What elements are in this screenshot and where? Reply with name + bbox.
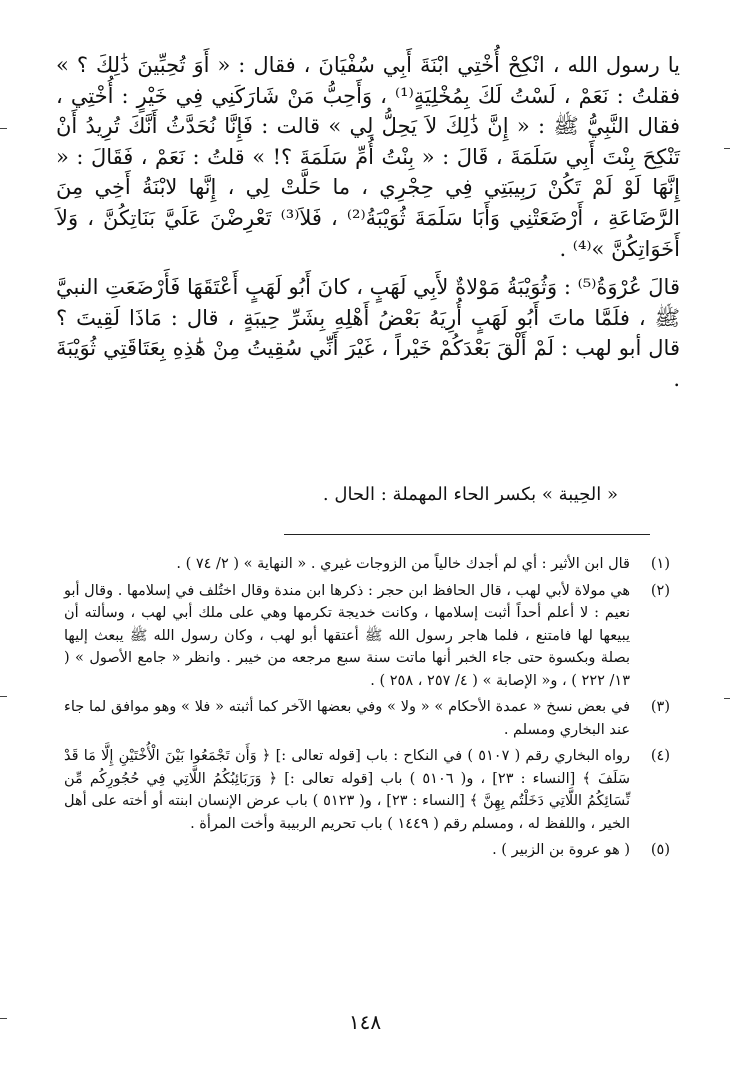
scan-edge-mark — [0, 1018, 7, 1019]
scan-edge-mark — [724, 698, 730, 699]
footnote-number: (٥) — [650, 842, 670, 858]
footnote — [64, 553, 670, 576]
footnote-text: في بعض نسخ « عمدة الأحكام » « ولا » وفي بعضها الآخر كما أثبته « فلا » وهو موافق لما جاء عند البخاري ومسلم . — [64, 699, 630, 738]
scan-edge-mark — [0, 696, 7, 697]
scan-edge-mark — [724, 148, 730, 149]
footnote-text: ( هو عروة بن الزبير ) . — [492, 842, 630, 858]
hadith-paragraph: يا رسول الله ، انْكِحْ أُخْتِي ابْنَةَ أَبِي سُفْيَانَ ، فقال : « أَوَ تُحِبِّينَ ذَٰلِكَ ؟ » فقلتُ : نَعَمْ ، لَسْتُ لَكَ بِمُخْلِيَةٍ⁽¹⁾ ، وَأَحِبُّ مَنْ شَارَكَنِي فِي خَيْرٍ : أُخْتِي ، فقال النَّبِيُّ ﷺ : « إِنَّ ذَٰلِكَ لاَ يَحِلُّ لِي » قالت : فَإِنَّا نُحَدَّثُ أَنَّكَ تُرِيدُ أَنْ تَنْكِحَ بِنْتَ أَبِي سَلَمَةَ ، قَالَ : « بِنْتُ أُمِّ سَلَمَةَ ؟! » قلتُ : نَعَمْ ، فَقَالَ : « إِنَّهَا لَوْ لَمْ تَكُنْ رَبِيبَتِي فِي حِجْرِي ، ما حَلَّتْ لِي ، إِنَّها لابْنَةُ أَخِي مِنَ الرَّضَاعَةِ ، أَرْضَعَتْنِي وَأَبَا سَلَمَةَ ثُوَيْبَةُ⁽²⁾ ، فَلاَ⁽³⁾ تَعْرِضْنَ عَلَيَّ بَنَاتِكُنَّ ، وَلاَ أَخَوَاتِكُنَّ »⁽⁴⁾ . — [56, 53, 680, 261]
footnote — [64, 696, 670, 741]
scan-edge-mark — [0, 128, 7, 129]
footnote-number: (٤) — [650, 748, 670, 764]
main-text — [56, 50, 680, 395]
footnote — [64, 839, 670, 862]
footnote-separator — [284, 534, 650, 535]
footnote-number: (٣) — [650, 699, 670, 715]
word-gloss: « الحِيبة » بكسر الحاء المهملة : الحال . — [322, 484, 618, 505]
footnote-text: رواه البخاري رقم ( ٥١٠٧ ) في النكاح : باب [قوله تعالى :] ﴿ وَأَن تَجْمَعُوا بَيْنَ الْأُخْتَيْنِ إِلَّا مَا قَدْ سَلَفَ ﴾ [النساء : ٢٣] ، و( ٥١٠٦ ) باب [قوله تعالى :] ﴿ وَرَبَائِبُكُمُ اللَّاتِي فِي حُجُورِكُم مِّن نِّسَائِكُمُ اللَّاتِي دَخَلْتُم بِهِنَّ ﴾ [النساء : ٢٣] ، و( ٥١٢٣ ) باب عرض الإنسان ابنته أو أخته على أهل الخير ، واللفظ له ، ومسلم رقم ( ١٤٤٩ ) باب تحريم الربيبة وأخت المرأة . — [64, 748, 631, 832]
footnote-text: هي مولاة لأبي لهب ، قال الحافظ ابن حجر : ذكرها ابن مندة وقال اختُلف في إسلامها . وقال أبو نعيم : لا أعلم أحداً أثبت إسلامها ، وكانت خديجة تكرمها وهي على ملك أبي لهب ، وسألته أن يبيعها لها فامتنع ، فلما هاجر رسول الله ﷺ أعتقها أبو لهب ، وكان رسول الله ﷺ يبعث إليها بصلة وبكسوة حتى جاء الخبر أنها ماتت سنة سبع مرجعه من خيبر . وانظر « جامع الأصول » ( ١٣/ ٢٢٢ ) ، و« الإصابة » ( ٤/ ٢٥٧ ، ٢٥٨ ) . — [64, 582, 630, 689]
footnote-text: قال ابن الأثير : أي لم أجدك خالياً من الزوجات غيري . « النهاية » ( ٢/ ٧٤ ) . — [176, 556, 630, 572]
page-number: ١٤٨ — [348, 1010, 382, 1034]
urwa-paragraph: قالَ عُرْوَةُ⁽⁵⁾ : وَثُوَيْبَةُ مَوْلاةٌ لأَبِي لَهَبٍ ، كانَ أَبُو لَهَبٍ أَعْتَقَهَا فَأَرْضَعَتِ النبيَّ ﷺ ، فلَمَّا ماتَ أَبُو لَهَبٍ أُرِيَهُ بَعْضُ أَهْلِهِ بِشَرِّ حِيبَةٍ ، قال : مَاذَا لَقِيتَ ؟ قال أبو لهب : لَمْ أَلْقَ بَعْدَكُمْ خَيْراً ، غَيْرَ أَنِّي سُقِيتُ مِنْ هَٰذِهِ بِعَتَاقَتِي ثُوَيْبَةَ . — [56, 275, 680, 391]
footnotes — [64, 553, 670, 866]
footnote — [64, 580, 670, 693]
footnote-number: (٢) — [650, 582, 670, 599]
footnote — [64, 745, 670, 835]
footnote-number: (١) — [650, 556, 670, 572]
